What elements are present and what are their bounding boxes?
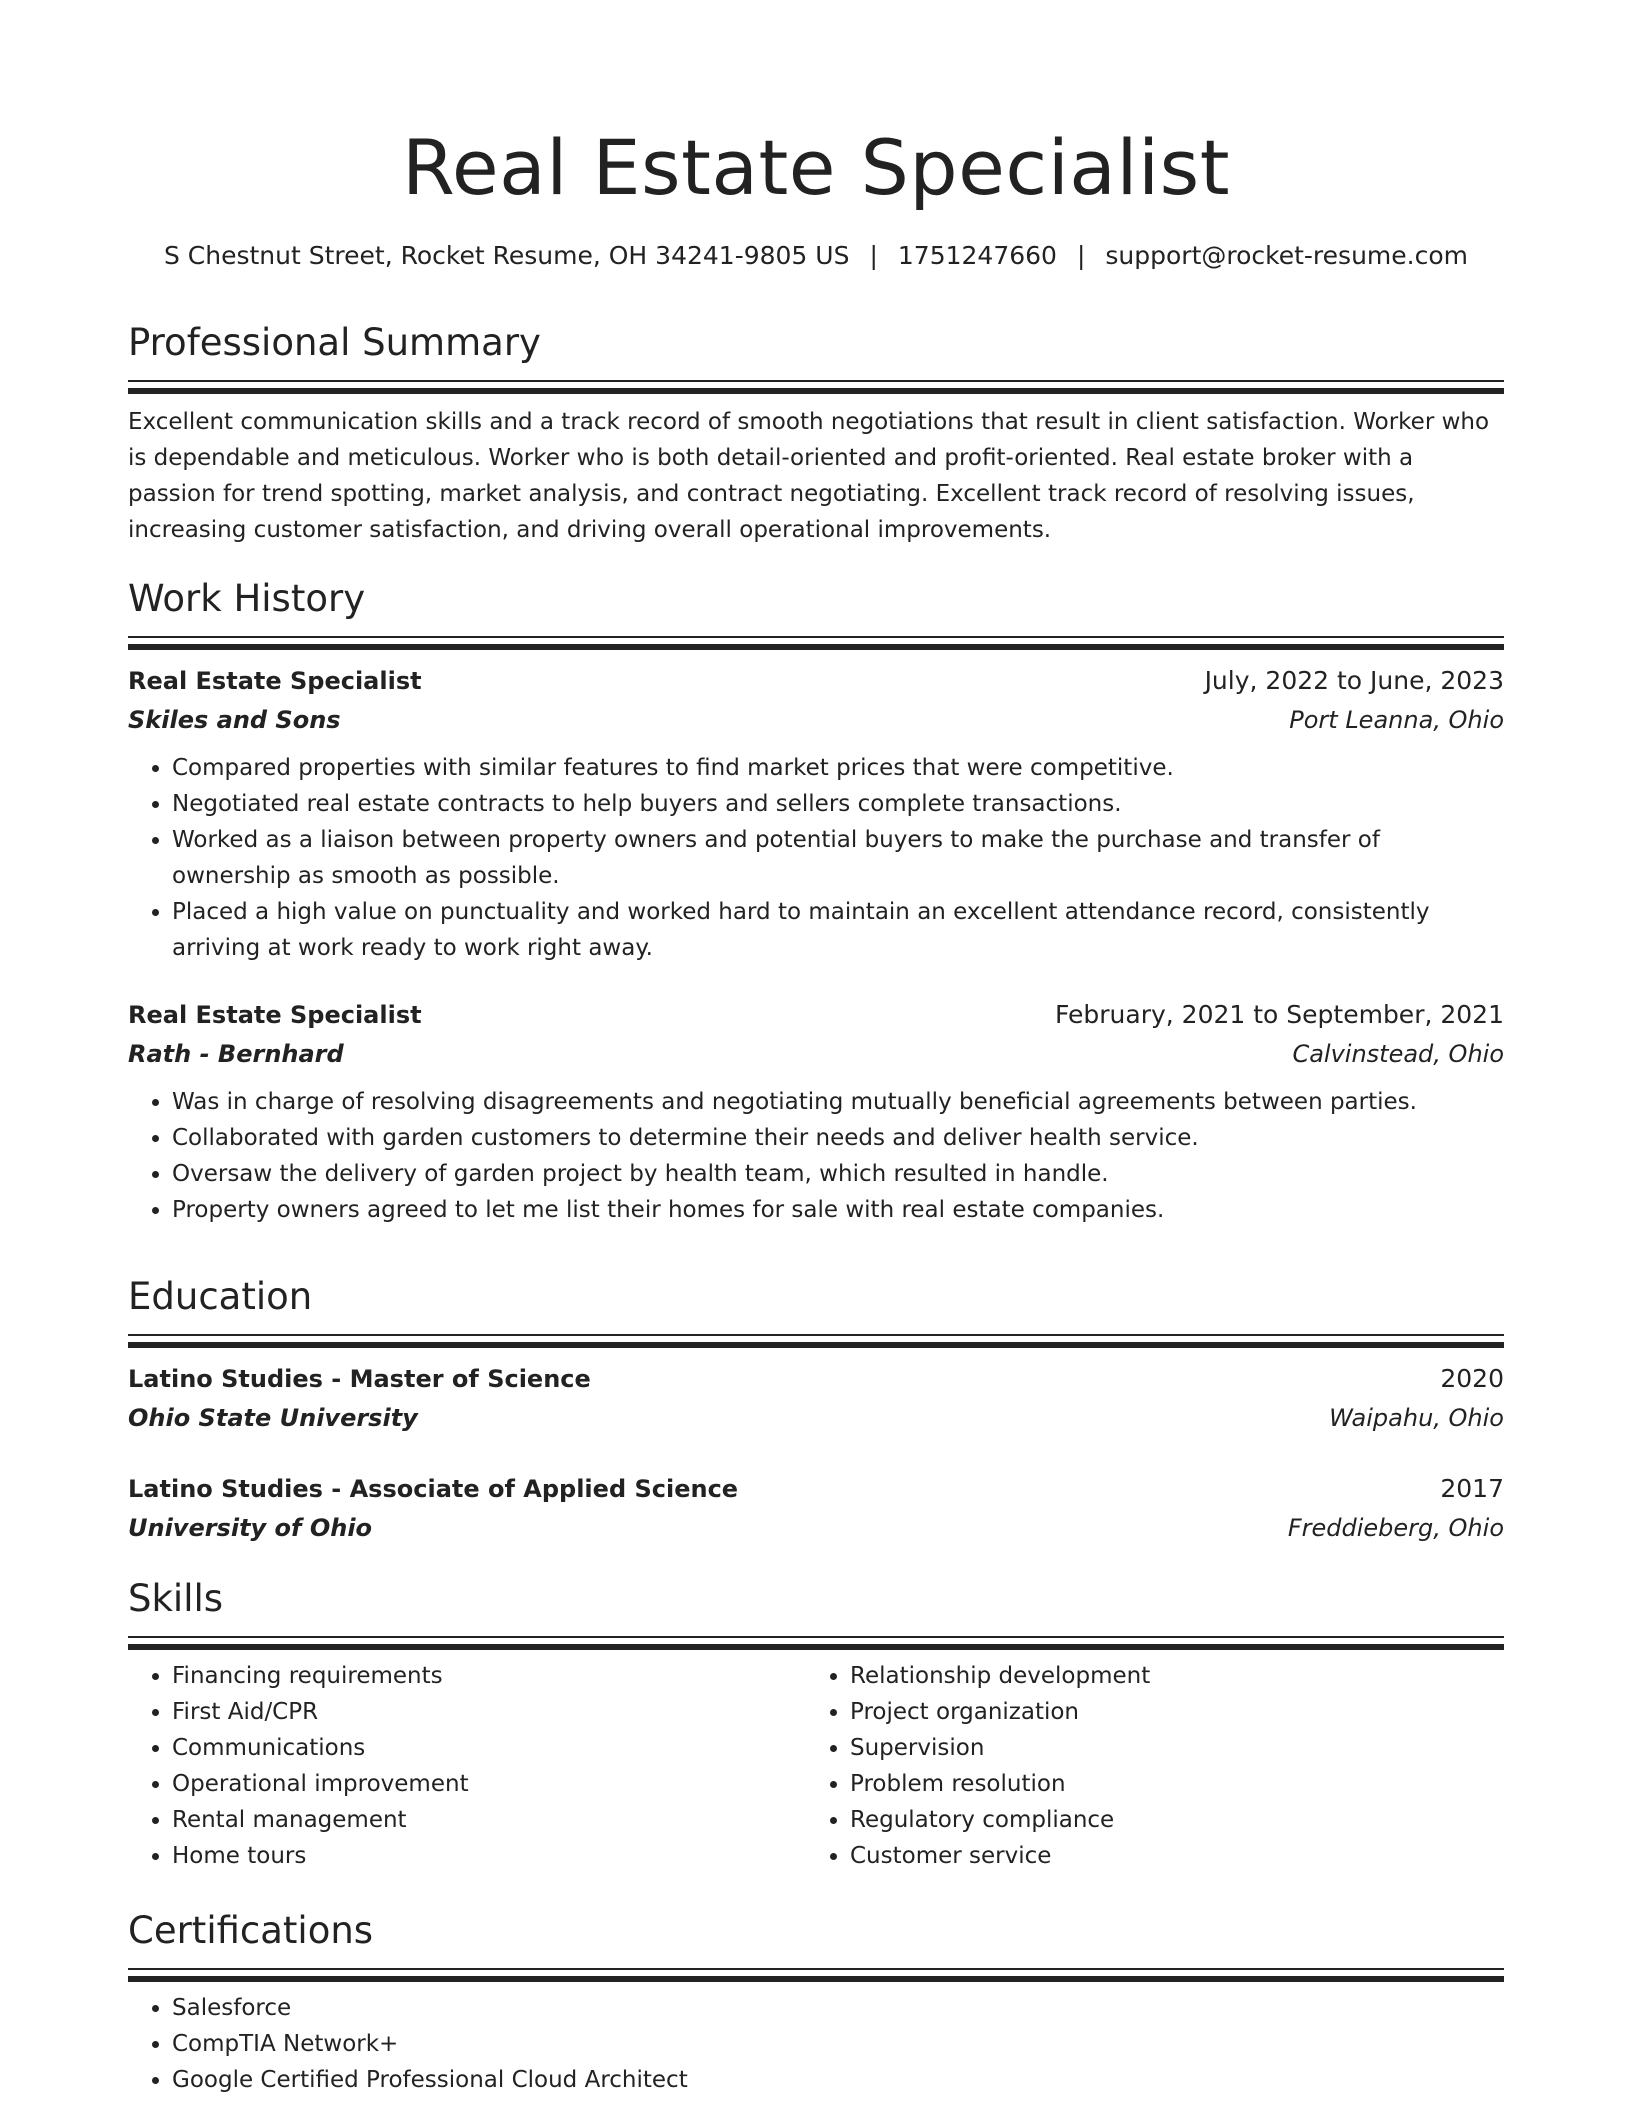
job-title: Real Estate Specialist <box>128 667 422 695</box>
list-item: • Was in charge of resolving disagreements and negotiating mutually beneficial agreements between parties. <box>172 1084 1504 1120</box>
skill-item: • Communications <box>172 1730 806 1766</box>
section-heading: Skills <box>128 1577 224 1620</box>
skills-list-left <box>128 1658 806 1874</box>
skill-item: • Supervision <box>850 1730 1484 1766</box>
section-heading: Work History <box>128 577 366 620</box>
skills-list-right <box>806 1658 1484 1874</box>
school-location: Waipahu, Ohio <box>1329 1404 1504 1432</box>
certification-item: • Salesforce <box>172 1990 1504 2026</box>
certification-item: • Google Certified Professional Cloud Architect <box>172 2062 1504 2098</box>
job-location: Port Leanna, Ohio <box>1289 706 1504 734</box>
section-divider <box>128 636 1504 650</box>
skill-item: • Relationship development <box>850 1658 1484 1694</box>
school-name: Ohio State University <box>128 1404 418 1432</box>
section-divider <box>128 1968 1504 1982</box>
job-bullets <box>128 1084 1504 1228</box>
list-item: • Compared properties with similar features to find market prices that were competitive. <box>172 750 1504 786</box>
contact-phone: 1751247660 <box>897 241 1057 270</box>
list-item: • Property owners agreed to let me list their homes for sale with real estate companies. <box>172 1192 1504 1228</box>
skill-item: • Problem resolution <box>850 1766 1484 1802</box>
contact-separator: | <box>1076 241 1086 270</box>
summary-section <box>128 318 1504 548</box>
list-item: • Negotiated real estate contracts to help buyers and sellers complete transactions. <box>172 786 1504 822</box>
certifications-list <box>128 1990 1504 2098</box>
skill-item: • Customer service <box>850 1838 1484 1874</box>
job-dates: February, 2021 to September, 2021 <box>1055 1000 1504 1029</box>
section-heading: Professional Summary <box>128 321 541 364</box>
job-company: Rath - Bernhard <box>128 1040 344 1068</box>
job-entry <box>128 996 1504 1228</box>
degree-title: Latino Studies - Master of Science <box>128 1365 591 1393</box>
list-item: • Collaborated with garden customers to determine their needs and deliver health service. <box>172 1120 1504 1156</box>
skill-item: • Rental management <box>172 1802 806 1838</box>
skill-item: • Regulatory compliance <box>850 1802 1484 1838</box>
list-item: • Oversaw the delivery of garden project by health team, which resulted in handle. <box>172 1156 1504 1192</box>
education-entry <box>128 1470 1504 1548</box>
list-item: • Worked as a liaison between property owners and potential buyers to make the purchase and transfer of ownership as smooth as possible. <box>172 822 1504 894</box>
skills-columns <box>128 1650 1504 1874</box>
job-entry <box>128 662 1504 966</box>
contact-line <box>128 238 1504 274</box>
education-entry <box>128 1360 1504 1438</box>
skill-item: • Financing requirements <box>172 1658 806 1694</box>
section-heading: Education <box>128 1275 313 1318</box>
work-history-section <box>128 574 1504 1228</box>
certification-item: • CompTIA Network+ <box>172 2026 1504 2062</box>
school-name: University of Ohio <box>128 1514 373 1542</box>
job-dates: July, 2022 to June, 2023 <box>1204 666 1504 695</box>
skill-item: • Home tours <box>172 1838 806 1874</box>
section-divider <box>128 1334 1504 1348</box>
skill-item: • Project organization <box>850 1694 1484 1730</box>
contact-separator: | <box>869 241 878 270</box>
resume-title: Real Estate Specialist <box>401 123 1231 212</box>
contact-address: S Chestnut Street, Rocket Resume, OH 34241-9805 US <box>163 241 850 270</box>
job-title: Real Estate Specialist <box>128 1001 422 1029</box>
section-divider <box>128 380 1504 394</box>
job-bullets <box>128 750 1504 966</box>
section-divider <box>128 1636 1504 1650</box>
skills-section <box>128 1574 1504 1874</box>
summary-text: Excellent communication skills and a track record of smooth negotiations that result in client satisfaction. Worker who is dependable and meticulous. Worker who is both detail-oriented and profit-oriented. Real estate broker with a passion for trend spotting, market analysis, and contract negotiating. Excellent track record of resolving issues, increasing customer satisfaction, and driving overall operational improvements. <box>128 409 1490 543</box>
skill-item: • First Aid/CPR <box>172 1694 806 1730</box>
job-company: Skiles and Sons <box>128 706 341 734</box>
degree-title: Latino Studies - Associate of Applied Science <box>128 1475 739 1503</box>
education-section <box>128 1272 1504 1548</box>
job-location: Calvinstead, Ohio <box>1292 1040 1504 1068</box>
education-year: 2020 <box>1440 1364 1504 1393</box>
certifications-section <box>128 1906 1504 2098</box>
list-item: • Placed a high value on punctuality and worked hard to maintain an excellent attendance record, consistently arriving at work ready to work right away. <box>172 894 1504 966</box>
skill-item: • Operational improvement <box>172 1766 806 1802</box>
school-location: Freddieberg, Ohio <box>1287 1514 1504 1542</box>
section-heading: Certifications <box>128 1909 374 1952</box>
education-year: 2017 <box>1440 1474 1504 1503</box>
contact-email: support@rocket-resume.com <box>1105 241 1468 270</box>
